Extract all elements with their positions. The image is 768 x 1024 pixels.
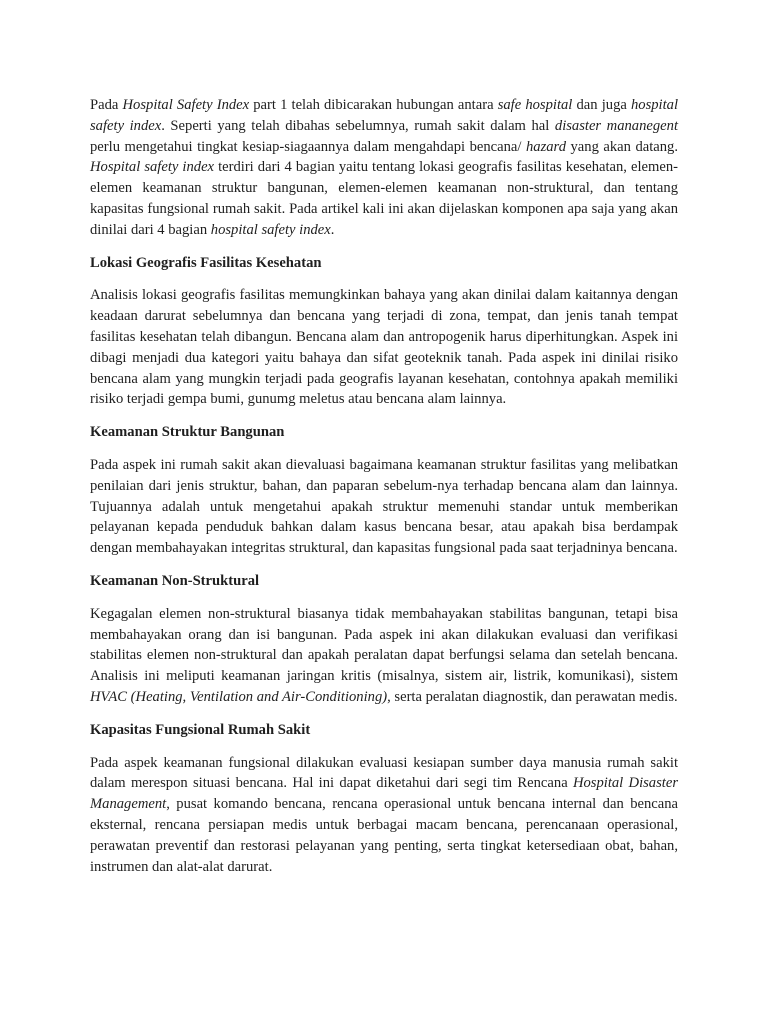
- intro-term-hospital-safety-index: Hospital Safety Index: [122, 97, 250, 113]
- section-heading-lokasi: Lokasi Geografis Fasilitas Kesehatan: [90, 254, 322, 271]
- intro-term-hazard: hazard: [525, 138, 566, 155]
- intro-term-disaster-management: disaster mananegent: [554, 117, 679, 134]
- intro-term-hospital-safety-index-4: hospital safety index: [210, 221, 331, 238]
- section-body-kapasitas: [90, 753, 678, 878]
- intro-term-hospital-safety-index-2: hospital safety index: [90, 97, 679, 134]
- intro-paragraph: [90, 95, 678, 241]
- section-heading-kapasitas: Kapasitas Fungsional Rumah Sakit: [90, 721, 311, 738]
- intro-text-4: . Seperti yang telah dibahas sebelumnya, rumah sakit dalam hal: [161, 117, 555, 134]
- intro-text-3: dan juga: [572, 97, 631, 113]
- intro-text-7: terdiri dari 4 bagian yaitu tentang lokasi geografis fasilitas kesehatan, elemen-elemen keamanan struktur bangunan, elemen-elemen keamanan non-struktural, dan tentang kapasitas fungsional rumah sakit. Pada artikel kali ini akan dijelaskan komponen apa saja yang akan dinilai dari 4 bagian: [90, 159, 678, 238]
- section-body-non-struktural: [90, 604, 678, 708]
- intro-text-1: Pada: [90, 97, 123, 113]
- intro-term-hospital-safety-index-3: Hospital safety index: [90, 159, 215, 176]
- section-heading-struktur: Keamanan Struktur Bangunan: [90, 424, 285, 441]
- section-heading-non-struktural: Keamanan Non-Struktural: [90, 572, 260, 589]
- non-struktural-text-2: , serta peralatan diagnostik, dan perawatan medis.: [387, 688, 678, 705]
- kapasitas-text-1: Pada aspek keamanan fungsional dilakukan evaluasi kesiapan sumber daya manusia rumah sakit dalam merespon situasi bencana. Hal ini dapat diketahui dari segi tim Rencana: [90, 754, 678, 792]
- kapasitas-term-hdm: Hospital Disaster Management: [90, 775, 678, 813]
- intro-text-6: yang akan datang.: [566, 138, 678, 155]
- non-struktural-text-1: Kegagalan elemen non-struktural biasanya tidak membahayakan stabilitas bangunan, tetapi bisa membahayakan orang dan isi bangunan. Pada aspek ini akan dilakukan evaluasi dan verifikasi stabilitas elemen non-struktural dan apakah peralatan dapat berfungsi selama dan setelah bencana. Analisis ini meliputi keamanan jaringan kritis (misalnya, sistem air, listrik, komunikasi), sistem: [90, 605, 678, 685]
- kapasitas-text-2: , pusat komando bencana, rencana operasional untuk bencana internal dan bencana eksternal, rencana persiapan medis untuk berbagai macam bencana, perencanaan operasional, perawatan preventif dan restorasi pelayanan yang penting, serta tingkat ketersediaan obat, bahan, instrumen dan alat-alat darurat.: [90, 796, 678, 875]
- section-body-lokasi: Analisis lokasi geografis fasilitas memungkinkan bahaya yang akan dinilai dalam kaitannya dengan keadaan darurat sebelumnya dan bencana yang terjadi di zona, tempat, dan jenis tanah tempat fasilitas kesehatan telah dibangun. Bencana alam dan antropogenik harus diperhitungkan. Aspek ini dibagi menjadi dua kategori yaitu bahaya dan sifat geoteknik tanah. Pada aspek ini dinilai risiko bencana alam yang mungkin terjadi pada geografis layanan kesehatan, contohnya apakah memiliki risiko terjadi gempa bumi, gunumg meletus atau bencana alam lainnya.: [90, 287, 678, 408]
- intro-term-safe-hospital: safe hospital: [497, 97, 573, 113]
- intro-text-8: .: [330, 221, 335, 238]
- document-page: [90, 95, 678, 889]
- non-struktural-term-hvac: HVAC (Heating, Ventilation and Air-Conditioning): [90, 688, 388, 705]
- intro-text-5: perlu mengetahui tingkat kesiap-siagaannya dalam mengahdapi bencana/: [90, 138, 526, 155]
- intro-text-2: part 1 telah dibicarakan hubungan antara: [249, 97, 498, 113]
- section-body-struktur: Pada aspek ini rumah sakit akan dievaluasi bagaimana keamanan struktur fasilitas yang melibatkan penilaian dari jenis struktur, bahan, dan paparan sebelum-nya terhadap bencana alam dan lainnya. Tujuannya adalah untuk mengetahui apakah struktur memenuhi standar untuk memberikan pelayanan kepada penduduk bahkan dalam kasus bencana besar, atau apakah bisa berdampak dengan membahayakan integritas struktural, dan kapasitas fungsional pada saat terjadninya bencana.: [90, 456, 678, 557]
